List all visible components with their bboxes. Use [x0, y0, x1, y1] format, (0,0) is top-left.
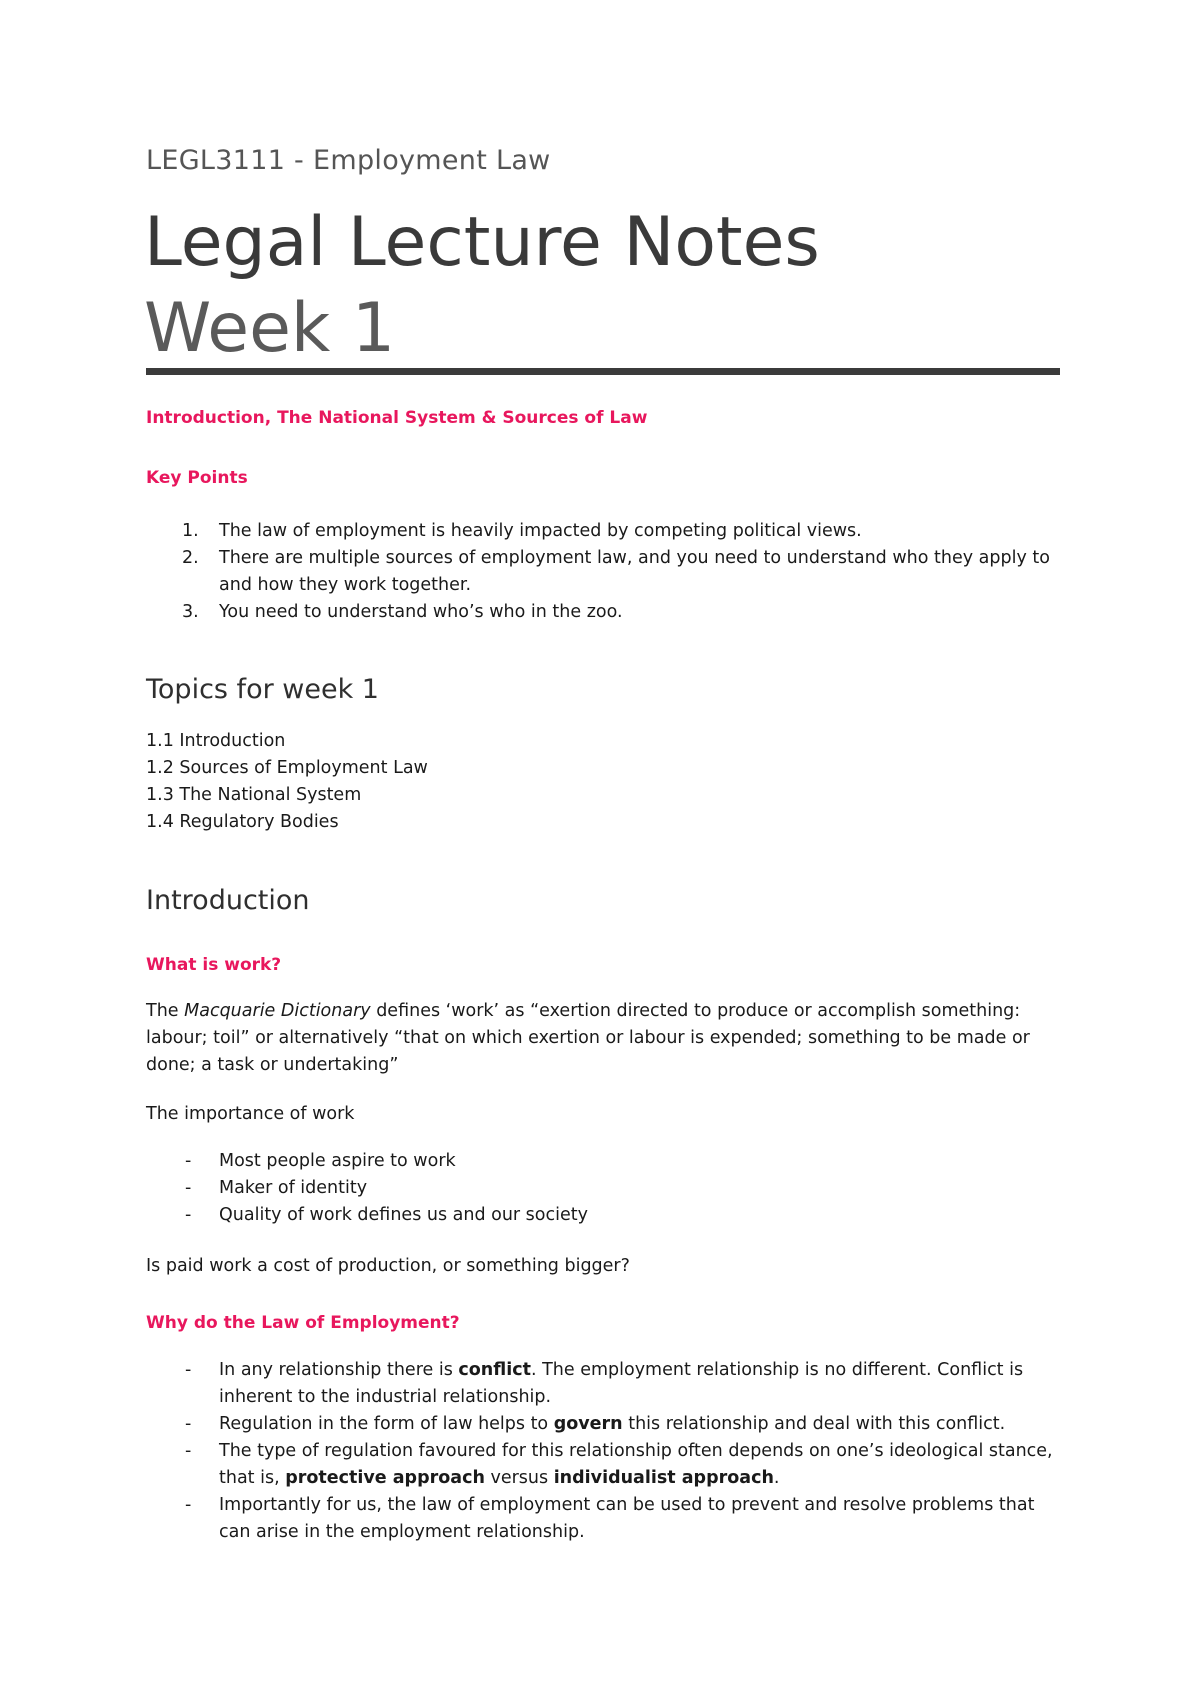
why-item-text: The type of regulation favoured for this relationship often depends on one’s ideological stance, that is, [219, 1441, 1053, 1488]
title-divider [146, 368, 1060, 375]
why-item-emphasis: govern [553, 1414, 623, 1434]
why-item-text: . [773, 1468, 780, 1488]
key-point-text: The law of employment is heavily impacted by competing political views. [219, 521, 862, 541]
definition-prefix: The [146, 1001, 185, 1021]
importance-heading: The importance of work [146, 1104, 355, 1124]
key-points-heading: Key Points [146, 468, 248, 488]
definition-paragraph [146, 998, 1060, 1079]
importance-item [146, 1202, 1060, 1229]
importance-list [146, 1148, 1060, 1229]
key-point-number: 1. [182, 521, 199, 541]
topic-item: 1.1 Introduction [146, 731, 286, 751]
topic-item: 1.4 Regulatory Bodies [146, 812, 339, 832]
key-point-number: 2. [182, 548, 199, 568]
topics-list [146, 728, 428, 836]
dash-bullet: - [185, 1414, 192, 1434]
why-item [146, 1411, 1060, 1438]
introduction-heading: Introduction [146, 885, 310, 916]
page-title [144, 200, 820, 372]
why-item-text: versus [484, 1468, 554, 1488]
dash-bullet: - [185, 1178, 192, 1198]
dictionary-name: Macquarie Dictionary [184, 1001, 371, 1021]
definition-text: defines ‘work’ as “exertion directed to produce or accomplish something: labour; toil” or alternatively “that on which exertion or labour is expended; something to be made or done; a task or undertaking” [146, 1001, 1030, 1075]
title-line-2: Week 1 [144, 289, 396, 368]
why-item-emphasis: conflict [458, 1360, 531, 1380]
title-line-1: Legal Lecture Notes [144, 203, 820, 282]
dash-bullet: - [185, 1495, 192, 1515]
why-item-emphasis: protective approach [285, 1468, 485, 1488]
key-point-item [146, 545, 1060, 599]
topic-item: 1.2 Sources of Employment Law [146, 758, 428, 778]
why-item-emphasis: individualist approach [553, 1468, 774, 1488]
dash-bullet: - [185, 1360, 192, 1380]
key-point-item [146, 599, 1060, 626]
key-point-text: There are multiple sources of employment law, and you need to understand who they apply to and how they work together. [219, 548, 1050, 595]
topics-heading: Topics for week 1 [146, 674, 379, 705]
key-points-list [146, 518, 1060, 626]
why-item-text: . The employment relationship is no different. Conflict is inherent to the industrial relationship. [219, 1360, 1024, 1407]
why-heading: Why do the Law of Employment? [146, 1313, 460, 1333]
subtitle: Introduction, The National System & Sources of Law [146, 408, 648, 428]
dash-bullet: - [185, 1441, 192, 1461]
paid-work-question: Is paid work a cost of production, or something bigger? [146, 1256, 630, 1276]
course-label: LEGL3111 - Employment Law [146, 145, 551, 176]
why-item-text: Regulation in the form of law helps to [219, 1414, 554, 1434]
importance-item [146, 1148, 1060, 1175]
why-item [146, 1357, 1060, 1411]
why-item-text: this relationship and deal with this conflict. [622, 1414, 1006, 1434]
key-point-text: You need to understand who’s who in the zoo. [219, 602, 623, 622]
why-item [146, 1492, 1060, 1546]
dash-bullet: - [185, 1151, 192, 1171]
why-item-text: In any relationship there is [219, 1360, 459, 1380]
topic-item: 1.3 The National System [146, 785, 362, 805]
dash-bullet: - [185, 1205, 192, 1225]
importance-text: Most people aspire to work [219, 1151, 456, 1171]
importance-text: Maker of identity [219, 1178, 368, 1198]
why-item-text: Importantly for us, the law of employment can be used to prevent and resolve problems that can arise in the employment relationship. [219, 1495, 1035, 1542]
key-point-item [146, 518, 1060, 545]
importance-text: Quality of work defines us and our society [219, 1205, 588, 1225]
key-point-number: 3. [182, 602, 199, 622]
why-item [146, 1438, 1060, 1492]
why-list [146, 1357, 1060, 1546]
importance-item [146, 1175, 1060, 1202]
what-is-work-heading: What is work? [146, 955, 282, 975]
